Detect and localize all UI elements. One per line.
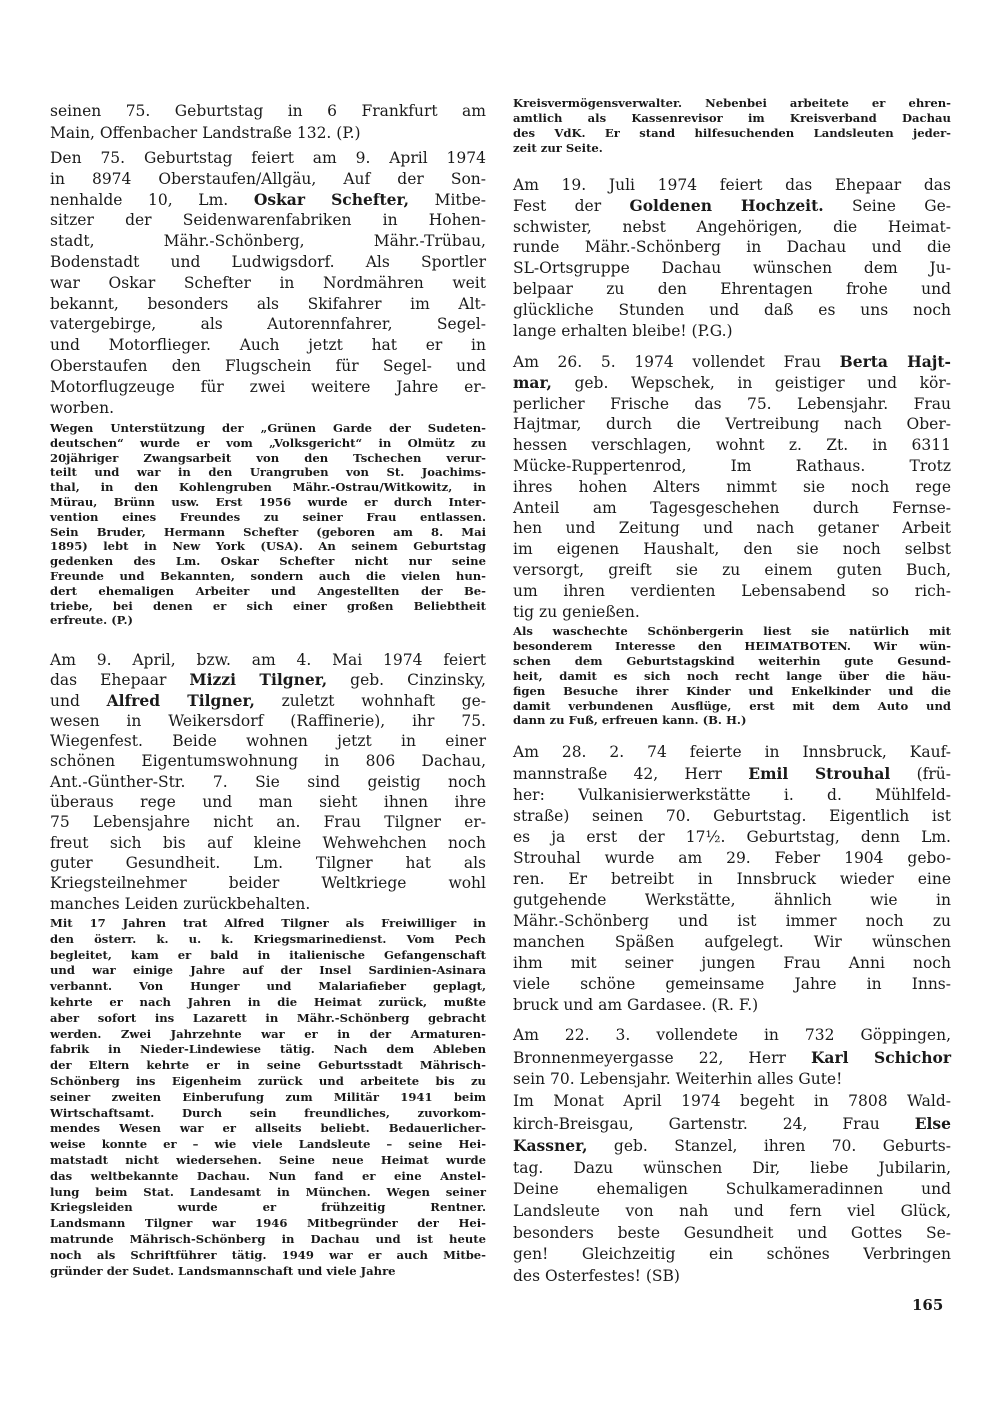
- text-line: hessen verschlagen, wohnt z. Zt. in 6311: [513, 436, 951, 455]
- text-line: Freunde und Bekannten, sondern auch die vielen hun-: [50, 568, 486, 583]
- text-line: werden. Zwei Jahrzehnte war er in der Armaturen-: [50, 1026, 486, 1041]
- text-line: tag. Dazu wünschen Dir, liebe Jubilarin,: [513, 1158, 951, 1177]
- text-line: stadt, Mähr.-Schönberg, Mähr.-Trübau,: [50, 232, 486, 251]
- text-line: guter Gesundheit. Lm. Tilgner hat als: [50, 853, 486, 872]
- text-line: ihm mit seiner jungen Frau Anni noch: [513, 954, 951, 972]
- text-line: besonderem Interesse den HEIMATBOTEN. Wir wün-: [513, 638, 951, 653]
- paragraph-frankfurt-birthday: [50, 101, 486, 144]
- text-line: Sein Bruder, Hermann Schefter (geboren am 8. Mai: [50, 524, 486, 539]
- text-line: Mähr.-Schönberg und ist immer noch zu: [513, 912, 951, 930]
- bold-name: Mizzi Tilgner,: [189, 670, 328, 690]
- text-line: Wirtschaftsamt. Durch sein freundliches, zuvorkom-: [50, 1105, 486, 1120]
- text-line: sitzer der Seidenwarenfabriken in Hohen-: [50, 211, 486, 230]
- text-line: Mücke-Ruppertenrod, Im Rathaus. Trotz: [513, 456, 951, 475]
- text-line: Deine ehemaligen Schulkameradinnen und: [513, 1180, 951, 1199]
- text-line: schen dem Geburtstagskind weiterhin gute Gesund-: [513, 653, 951, 668]
- text-line: [513, 373, 951, 394]
- text-segment: mannstraße 42, Herr: [513, 765, 749, 783]
- bold-name: Else: [914, 1113, 951, 1133]
- text-line: Kriegsteilnehmer beider Weltkriege wohl: [50, 874, 486, 893]
- text-line: den österr. k. u. k. Kriegsmarinedienst. Vom Pech: [50, 931, 486, 946]
- text-line: hen und Zeitung und nach getaner Arbeit: [513, 519, 951, 538]
- text-segment: und: [50, 691, 107, 710]
- bold-name: Karl Schichor: [810, 1047, 951, 1067]
- text-segment: kirch-Breisgau, Gartenstr. 24, Frau: [513, 1114, 915, 1133]
- text-line: Schönberg ins Eigenheim zurück und arbeitete bis zu: [50, 1073, 486, 1088]
- text-line: vatergebirge, als Autorennfahrer, Segel-: [50, 315, 486, 334]
- text-line: weise konnte er – wie viele Landsleute – seine Hei-: [50, 1137, 486, 1152]
- text-line: Oberstaufen den Flugschein für Segel- und: [50, 356, 486, 375]
- text-line: bekannt, besonders als Skifahrer im Alt-: [50, 294, 486, 313]
- text-line: in 8974 Oberstaufen/Allgäu, Auf der Son-: [50, 169, 486, 188]
- text-line: aber sofort ins Lazarett in Mähr.-Schönberg gebracht: [50, 1010, 486, 1025]
- text-line: tig zu genießen.: [513, 602, 640, 621]
- text-line: SL-Ortsgruppe Dachau wünschen dem Ju-: [513, 259, 951, 278]
- text-line: Im Monat April 1974 begeht in 7808 Wald-: [513, 1092, 951, 1110]
- text-line: thal, in den Kohlengruben Mähr.-Ostrau/Witkowitz, in: [50, 480, 486, 495]
- text-line: Motorflugzeuge für zwei weitere Jahre er-: [50, 377, 486, 396]
- note-tilgner-continued: [513, 96, 951, 156]
- text-line: war Oskar Schefter in Nordmähren weit: [50, 273, 486, 292]
- text-line: seiner zweiten Einberufung zum Militär 1941 beim: [50, 1089, 486, 1104]
- bold-name: Kassner,: [513, 1136, 588, 1156]
- bold-name: Oskar Schefter,: [253, 189, 409, 209]
- text-line: freut sich bis auf kleine Wehwehchen noch: [50, 833, 486, 852]
- paragraph-karl-schichor: [513, 1025, 951, 1091]
- text-line: [50, 691, 486, 711]
- bold-name: Berta Hajt-: [839, 352, 951, 371]
- text-line: Mürau, Brünn usw. Erst 1956 wurde er durch Inter-: [50, 494, 486, 509]
- paragraph-emil-strouhal: [513, 742, 951, 1016]
- text-line: matrunde Mährisch-Schönberg in Dachau und ist heute: [50, 1231, 486, 1246]
- text-line: bruck und am Gardasee. (R. F.): [513, 996, 759, 1014]
- paragraph-oskar-schefter: [50, 148, 486, 418]
- text-line: her: Vulkanisierwerkstätte i. d. Mühlfeld-: [513, 786, 951, 804]
- text-line: runde Mähr.-Schönberg in Dachau und die: [513, 238, 951, 257]
- text-segment: Bronnenmeyergasse 22, Herr: [513, 1048, 811, 1067]
- text-segment: zuletzt wohnhaft ge-: [254, 691, 486, 710]
- text-segment: Seine Ge-: [823, 196, 951, 215]
- text-line: vention eines Freundes zu seiner Frau entlassen.: [50, 509, 486, 524]
- text-line: gen! Gleichzeitig ein schönes Verbringen: [513, 1245, 951, 1264]
- text-segment: nenhalde 10, Lm.: [50, 190, 254, 209]
- text-line: heit, damit es sich noch recht lange über die häu-: [513, 668, 951, 683]
- paragraph-else-kassner: [513, 1091, 951, 1287]
- text-line: gedenken des Lm. Oskar Schefter nicht nur seine: [50, 554, 486, 569]
- text-line: Main, Offenbacher Landstraße 132. (P.): [50, 123, 361, 142]
- text-segment: Am 26. 5. 1974 vollendet Frau: [513, 353, 840, 371]
- note-alfred-tilgner: [50, 916, 486, 1279]
- text-line: Am 19. Juli 1974 feiert das Ehepaar das: [513, 176, 951, 194]
- text-line: überaus rege und man sieht ihnen ihre: [50, 793, 486, 812]
- text-line: des VdK. Er stand hilfesuchenden Landsleuten jeder-: [513, 126, 951, 140]
- text-line: straße) seinen 70. Geburtstag. Eigentlich ist: [513, 807, 951, 825]
- text-line: zeit zur Seite.: [513, 141, 603, 155]
- text-line: Ant.-Günther-Str. 7. Sie sind geistig noch: [50, 772, 486, 791]
- text-segment: geb. Cinzinsky,: [327, 671, 486, 690]
- text-line: figen Besuche ihrer Kinder und Enkelkinder und die: [513, 683, 951, 698]
- text-line: ren. Er betreibt in Innsbruck wieder eine: [513, 870, 951, 888]
- text-line: [513, 763, 951, 785]
- text-line: [513, 196, 951, 217]
- text-line: Am 9. April, bzw. am 4. Mai 1974 feiert: [50, 651, 486, 669]
- text-line: und war einige Jahre auf der Insel Sardinien-Asinara: [50, 963, 486, 978]
- text-line: dann zu Fuß, erfreuen kann. (B. H.): [513, 713, 747, 728]
- text-line: sein 70. Lebensjahr. Weiterhin alles Gute!: [513, 1070, 843, 1088]
- text-line: Wegen Unterstützung der „Grünen Garde der Sudeten-: [50, 421, 486, 435]
- paragraph-tilgner: [50, 650, 486, 914]
- text-line: Den 75. Geburtstag feiert am 9. April 1974: [50, 149, 486, 167]
- text-line: manchen Späßen aufgelegt. Wir wünschen: [513, 933, 951, 951]
- text-line: besonders beste Gesundheit und Gottes Se-: [513, 1223, 951, 1242]
- text-line: [50, 670, 486, 690]
- text-line: damit verbundenen Ausflüge, erst mit dem Auto und: [513, 698, 951, 713]
- text-line: worben.: [50, 398, 115, 417]
- text-line: um ihren verdienten Lebensabend so rich-: [513, 581, 951, 600]
- text-line: fabrik in Nieder-Lindewiese tätig. Nach dem Ableben: [50, 1042, 486, 1057]
- text-line: Kriegsleiden wurde er frühzeitig Rentner.: [50, 1200, 486, 1215]
- text-line: Am 28. 2. 74 feierte in Innsbruck, Kauf-: [513, 743, 951, 761]
- text-line: 20jähriger Zwangsarbeit von den Tschechen verur-: [50, 450, 486, 465]
- bold-name: Goldenen Hochzeit.: [629, 195, 824, 215]
- paragraph-berta-hajtmar: [513, 352, 951, 622]
- text-line: [513, 1135, 951, 1158]
- note-berta-hajtmar: [513, 624, 951, 728]
- text-line: mendes Wesen war er allseits beliebt. Bedauerlicher-: [50, 1121, 486, 1136]
- text-line: noch als Schriftführer tätig. 1949 war er auch Mitbe-: [50, 1247, 486, 1262]
- text-segment: (frü-: [890, 765, 951, 783]
- text-line: schönen Eigentumswohnung in 806 Dachau,: [50, 752, 486, 771]
- note-oskar-schefter: [50, 421, 486, 628]
- text-line: triebe, bei denen er sich einer großen Beliebtheit: [50, 598, 486, 613]
- text-line: schwister, nebst Angehörigen, die Heimat-: [513, 217, 951, 236]
- text-line: Hajtmar, durch die Vertreibung nach Ober-: [513, 415, 951, 434]
- text-line: versorgt, greift sie zu einem guten Buch,: [513, 560, 951, 579]
- text-line: seinen 75. Geburtstag in 6 Frankfurt am: [50, 102, 486, 120]
- text-line: lung beim Stat. Landesamt in München. Wegen seiner: [50, 1184, 486, 1199]
- text-line: im eigenen Haushalt, den sie noch selbst: [513, 540, 951, 559]
- text-line: matstadt nicht wiedersehen. Seine neue Heimat wurde: [50, 1152, 486, 1167]
- text-line: und Motorflieger. Auch jetzt hat er in: [50, 336, 486, 355]
- text-line: das weltbekannte Dachau. Nun fand er eine Anstel-: [50, 1168, 486, 1183]
- text-segment: Fest der: [513, 196, 630, 215]
- text-line: [513, 1047, 951, 1070]
- text-line: manches Leiden zurückbehalten.: [50, 894, 311, 913]
- text-line: gutgehende Werkstätte, ähnlich wie in: [513, 891, 951, 909]
- paragraph-golden-wedding: [513, 175, 951, 341]
- text-line: des Osterfestes! (SB): [513, 1266, 680, 1285]
- text-line: es ja erst der 17½. Geburtstag, denn Lm.: [513, 828, 951, 846]
- text-line: dert ehemaligen Arbeiter und Angestellten der Be-: [50, 583, 486, 598]
- text-line: der Eltern kehrte er in seine Geburtsstadt Mährisch-: [50, 1058, 486, 1073]
- text-line: Bodenstadt und Ludwigsdorf. Als Sportler: [50, 252, 486, 271]
- text-line: ihres hohen Alters nimmt sie noch rege: [513, 477, 951, 496]
- text-segment: das Ehepaar: [50, 671, 190, 690]
- text-line: 75 Lebensjahre nicht an. Frau Tilgner er-: [50, 813, 486, 832]
- text-line: kehrte er nach Jahren in die Heimat zurück, mußte: [50, 994, 486, 1009]
- text-line: viele schöne gemeinsame Jahre in Inns-: [513, 975, 951, 993]
- bold-name: Emil Strouhal: [748, 764, 891, 783]
- text-line: Strouhal wurde am 29. Feber 1904 gebo-: [513, 849, 951, 867]
- text-line: begleitet, kam er bald in italienische Gefangenschaft: [50, 947, 486, 962]
- bold-name: Alfred Tilgner,: [106, 690, 255, 710]
- text-line: wesen in Weikersdorf (Raffinerie), ihr 75.: [50, 711, 486, 730]
- text-line: Wiegenfest. Beide wohnen jetzt in einer: [50, 732, 486, 751]
- text-line: 1895) lebt in New York (USA). An seinem Geburtstag: [50, 539, 486, 554]
- text-line: belpaar zu den Ehrentagen frohe und: [513, 279, 951, 298]
- text-line: Mit 17 Jahren trat Alfred Tilgner als Freiwilliger in: [50, 916, 486, 930]
- text-segment: geb. Stanzel, ihren 70. Geburts-: [587, 1137, 951, 1156]
- page-number: 165: [912, 1296, 944, 1314]
- text-line: [513, 1113, 951, 1136]
- text-line: [513, 352, 951, 373]
- bold-name: mar,: [513, 372, 552, 392]
- text-line: deutschen“ wurde er vom „Volksgericht“ in Olmütz zu: [50, 435, 486, 450]
- text-line: [50, 190, 486, 211]
- text-line: Als waschechte Schönbergerin liest sie natürlich mit: [513, 624, 951, 638]
- text-line: verbannt. Von Hunger und Malariafieber geplagt,: [50, 979, 486, 994]
- text-line: amtlich als Kassenrevisor im Kreisverband Dachau: [513, 111, 951, 125]
- text-line: glückliche Stunden und daß es uns noch: [513, 300, 951, 319]
- text-line: Landsmann Tilgner war 1946 Mitbegründer der Hei-: [50, 1216, 486, 1231]
- text-line: Am 22. 3. vollendete in 732 Göppingen,: [513, 1026, 951, 1044]
- text-line: teilt und war in den Urangruben von St. Joachims-: [50, 465, 486, 480]
- text-segment: Mitbe-: [408, 190, 486, 209]
- text-line: Anteil am Tagesgeschehen durch Fernse-: [513, 498, 951, 517]
- text-line: erfreute. (P.): [50, 613, 133, 628]
- text-segment: geb. Wepschek, in geistiger und kör-: [551, 373, 951, 392]
- text-line: gründer der Sudet. Landsmannschaft und viele Jahre: [50, 1263, 396, 1278]
- text-line: lange erhalten bleibe! (P.G.): [513, 321, 733, 340]
- text-line: Kreisvermögensverwalter. Nebenbei arbeitete er ehren-: [513, 96, 951, 110]
- text-line: perlicher Frische das 75. Lebensjahr. Frau: [513, 394, 951, 413]
- text-line: Landsleute von nah und fern viel Glück,: [513, 1201, 951, 1220]
